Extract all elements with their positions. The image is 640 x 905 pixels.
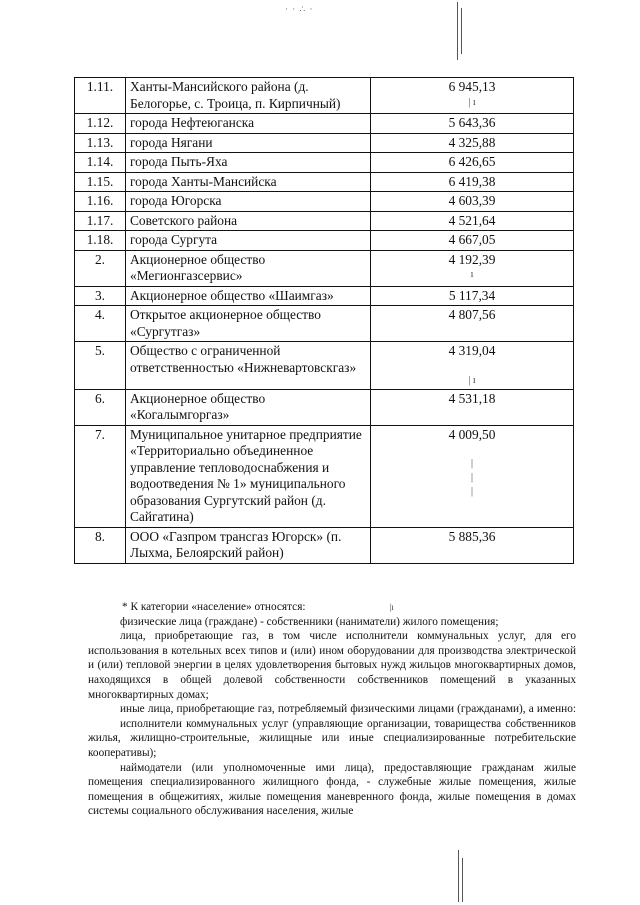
- row-name: Общество с ограниченной ответственностью «Нижневартовскгаз»: [126, 342, 371, 390]
- table-row: [75, 250, 574, 286]
- row-number: 1.14.: [75, 153, 126, 173]
- row-number: 1.16.: [75, 192, 126, 212]
- row-number: 2.: [75, 250, 126, 286]
- notes-section: [88, 600, 576, 819]
- table-row: [75, 306, 574, 342]
- row-name: Акционерное общество «Когалымгоргаз»: [126, 389, 371, 425]
- row-name: ООО «Газпром трансгаз Югорск» (п. Лыхма, Белоярский район): [126, 527, 371, 563]
- table-row: [75, 231, 574, 251]
- row-number: 4.: [75, 306, 126, 342]
- row-name: Акционерное общество «Мегионгазсервис»: [126, 250, 371, 286]
- row-value-cell: [371, 78, 574, 114]
- row-number: 1.18.: [75, 231, 126, 251]
- row-value: 4 325,88: [371, 133, 574, 153]
- scan-noise: · · ∴ ·: [285, 4, 314, 14]
- row-name: города Нягани: [126, 133, 371, 153]
- row-value: 4 531,18: [371, 389, 574, 425]
- row-number: 8.: [75, 527, 126, 563]
- table-row: [75, 78, 574, 114]
- notes-paragraph: исполнители коммунальных услуг (управляющие организации, товарищества собственников жилья, жилищно-строительные, жилищные или иные специализированные потребительские кооперативы);: [88, 717, 576, 759]
- row-name: города Сургута: [126, 231, 371, 251]
- row-value: 4 009,50: [448, 426, 496, 442]
- row-number: 5.: [75, 342, 126, 390]
- scan-mark-icon: ı: [470, 269, 474, 280]
- scan-margin-line: [457, 2, 458, 60]
- scan-mark-icon: [375, 443, 569, 457]
- row-number: 1.17.: [75, 211, 126, 231]
- table-row: [75, 172, 574, 192]
- row-name: Муниципальное унитарное предприятие «Территориально объединенное управление тепловодоснабжения и водоотведения № 1» муниципального образования Сургутский район (д. Сайгатина): [126, 425, 371, 527]
- scan-mark-icon: | ı: [468, 96, 476, 108]
- row-value: 4 807,56: [371, 306, 574, 342]
- row-number: 3.: [75, 286, 126, 306]
- scan-margin-line: [462, 858, 463, 902]
- table-row: [75, 425, 574, 527]
- table-row: [75, 211, 574, 231]
- table-row: [75, 114, 574, 134]
- notes-paragraph: иные лица, приобретающие газ, потребляемый физическими лицами (гражданами), а именно:: [120, 703, 576, 716]
- row-value: 6 945,13: [448, 79, 496, 94]
- row-value: 4 521,64: [371, 211, 574, 231]
- scan-mark-icon: |: [470, 486, 473, 497]
- notes-paragraph: наймодатели (или уполномоченные ими лица), предоставляющие гражданам жилые помещения специализированного жилищного фонда, - служебные жилые помещения, жилые помещения в общежитиях, жилые помещения маневренного фонда, жилые помещения в домах системы социального обслуживания населения, жилые: [88, 761, 576, 818]
- scan-mark-icon: [375, 360, 569, 374]
- row-name: города Пыть-Яха: [126, 153, 371, 173]
- table-row: [75, 389, 574, 425]
- row-value-cell: [371, 250, 574, 286]
- row-value: 6 419,38: [371, 172, 574, 192]
- table-row: [75, 527, 574, 563]
- row-number: 1.12.: [75, 114, 126, 134]
- row-number: 7.: [75, 425, 126, 527]
- scan-mark-icon: |: [470, 458, 473, 469]
- row-value: 5 885,36: [371, 527, 574, 563]
- row-value: 5 643,36: [371, 114, 574, 134]
- notes-paragraph: лица, приобретающие газ, в том числе исполнители коммунальных услуг, для его использования в котельных всех типов и (или) ином оборудовании для производства электрической и (или) тепловой энергии в целях удовлетворения бытовых нужд жильцов многоквартирных домов, находящихся в общей долевой собственности собственников помещений в указанных многоквартирных домах;: [88, 630, 576, 701]
- row-number: 1.15.: [75, 172, 126, 192]
- row-name: Открытое акционерное общество «Сургутгаз»: [126, 306, 371, 342]
- row-number: 6.: [75, 389, 126, 425]
- scan-margin-line: [461, 8, 462, 54]
- row-value: 5 117,34: [371, 286, 574, 306]
- table-row: [75, 286, 574, 306]
- row-number: 1.11.: [75, 78, 126, 114]
- scan-mark-icon: |ı: [308, 602, 394, 612]
- row-value: 4 603,39: [371, 192, 574, 212]
- row-value: 6 426,65: [371, 153, 574, 173]
- table-row: [75, 342, 574, 390]
- row-name: Акционерное общество «Шаимгаз»: [126, 286, 371, 306]
- row-name: города Ханты-Мансийска: [126, 172, 371, 192]
- scan-margin-line: [458, 850, 459, 902]
- row-value: 4 667,05: [371, 231, 574, 251]
- notes-heading: * К категории «население» относятся: |ı: [122, 601, 394, 613]
- table-row: [75, 133, 574, 153]
- tariff-table: [74, 77, 574, 564]
- row-number: 1.13.: [75, 133, 126, 153]
- row-value: 4 319,04: [448, 343, 496, 358]
- row-name: города Нефтеюганска: [126, 114, 371, 134]
- table-row: [75, 153, 574, 173]
- scan-mark-icon: |: [470, 472, 473, 483]
- notes-paragraph: физические лица (граждане) - собственники (наниматели) жилого помещения;: [120, 615, 499, 628]
- row-value: 4 192,39: [448, 251, 496, 267]
- row-value-cell: [371, 425, 574, 527]
- row-value-cell: [371, 342, 574, 390]
- row-name: города Югорска: [126, 192, 371, 212]
- row-name: Советского района: [126, 211, 371, 231]
- scan-mark-icon: | ı: [468, 374, 476, 386]
- table-row: [75, 192, 574, 212]
- row-name: Ханты-Мансийского района (д. Белогорье, с. Троица, п. Кирпичный): [126, 78, 371, 114]
